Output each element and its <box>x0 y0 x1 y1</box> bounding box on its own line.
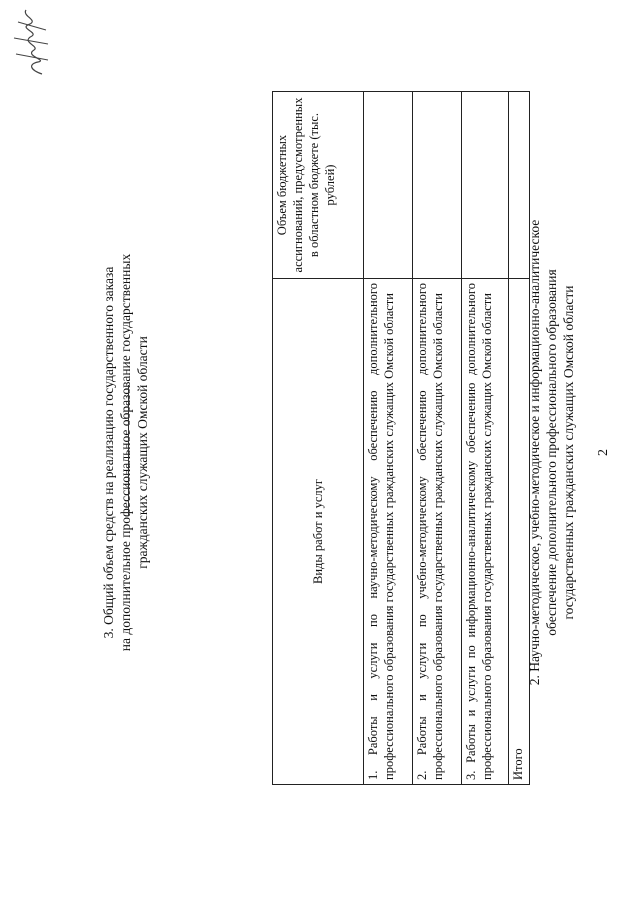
section-3-heading-line: гражданских служащих Омской области <box>135 336 150 569</box>
section-2-heading <box>526 0 577 905</box>
section-3-heading <box>100 0 151 905</box>
section-3-heading-line: 3. Общий объем средств на реализацию государственного заказа <box>101 266 116 639</box>
table-header-row <box>273 92 364 785</box>
row-3-value <box>462 92 509 279</box>
row-1-value <box>364 92 413 279</box>
header-works: Виды работ и услуг <box>273 279 364 785</box>
table-row <box>364 92 413 785</box>
handwritten-stamp-mark <box>8 6 58 80</box>
section-2-heading-line: 2. Научно-методическое, учебно-методическое и информационно-аналитическое <box>527 219 542 686</box>
budget-table <box>272 91 530 785</box>
row-2-text: 2. Работы и услуги по учебно-методическому обеспечению дополнительного профессионального образования государственных гражданских служащих Омской области <box>413 279 462 785</box>
table-row <box>413 92 462 785</box>
total-label: Итого <box>509 279 530 785</box>
budget-table-wrapper <box>272 92 525 785</box>
end-divider <box>128 385 129 515</box>
row-2-value <box>413 92 462 279</box>
table-row <box>462 92 509 785</box>
section-2-heading-line: государственных гражданских служащих Омской области <box>561 285 576 620</box>
total-value <box>509 92 530 279</box>
table-total-row <box>509 92 530 785</box>
section-2-heading-line: обеспечение дополнительного профессионального образования <box>544 269 559 636</box>
row-3-text: 3. Работы и услуги по информационно-аналитическому обеспечению дополнительного профессионального образования государственных гражданских служащих Омской области <box>462 279 509 785</box>
row-1-text: 1. Работы и услуги по научно-методическому обеспечению дополнительного профессионального образования государственных гражданских служащих Омской области <box>364 279 413 785</box>
section-3-heading-line: на дополнительное профессиональное образование государственных <box>118 253 133 652</box>
header-budget: Объем бюджетных ассигнований, предусмотренных в областном бюджете (тыс. рублей) <box>273 92 364 279</box>
page-number: 2 <box>596 449 611 456</box>
